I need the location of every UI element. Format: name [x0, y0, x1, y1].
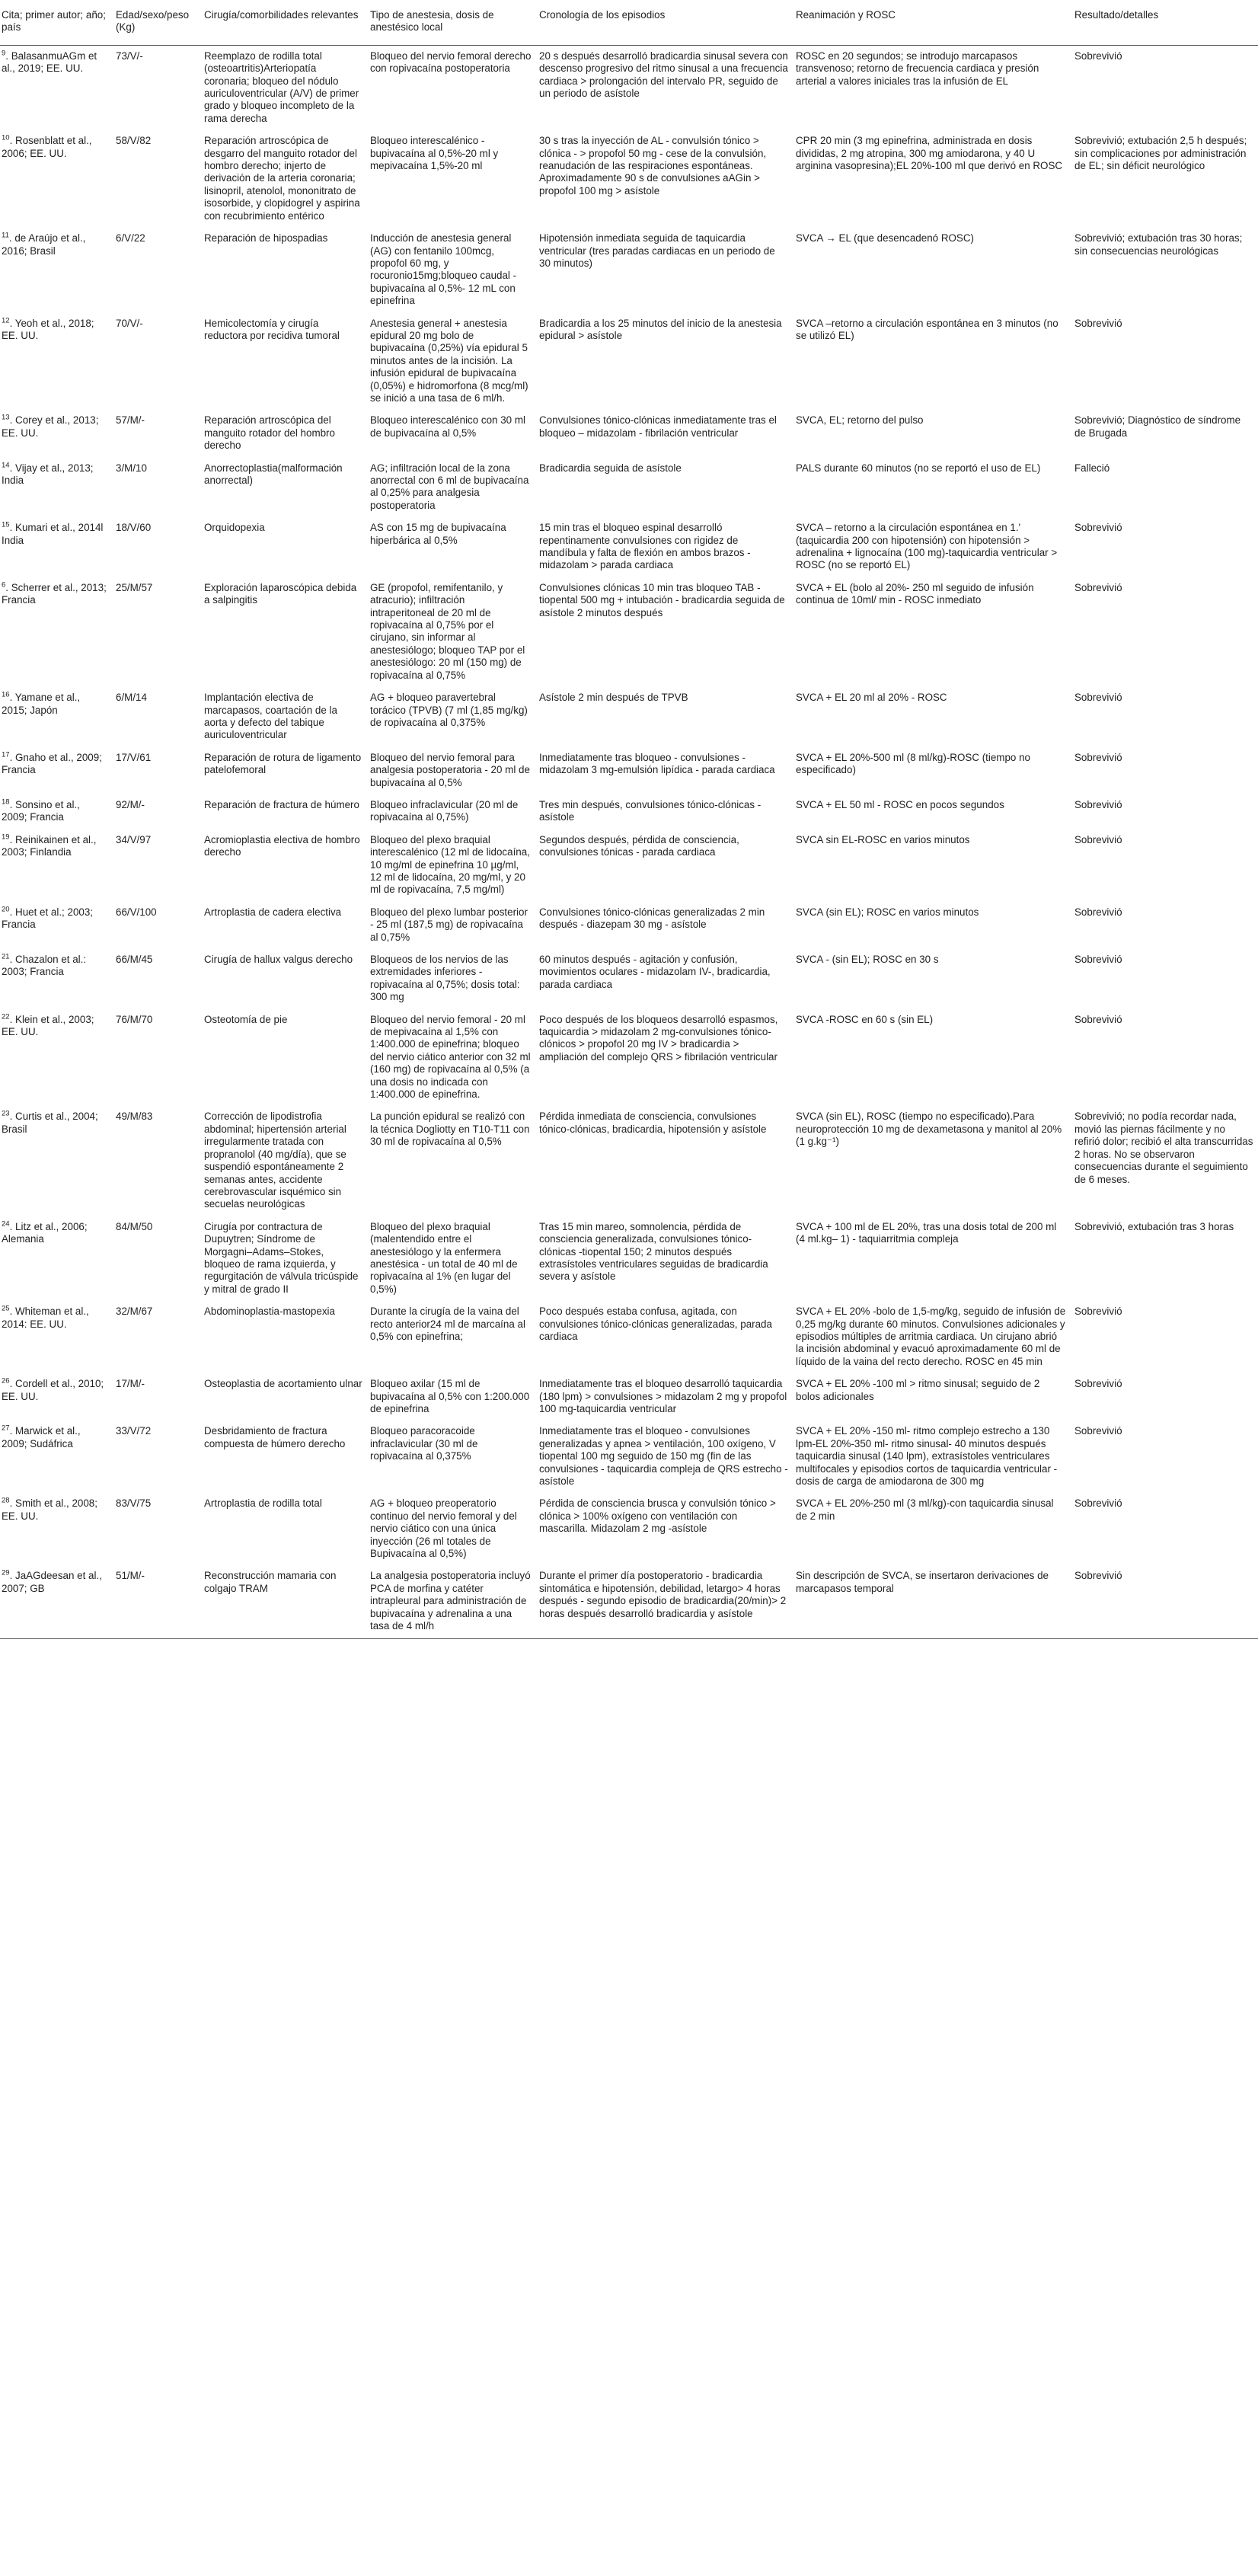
reference-number: 26 [2, 1376, 10, 1385]
citation-text: . Yeoh et al., 2018; EE. UU. [2, 317, 94, 341]
cell-anestesia: Bloqueos de los nervios de las extremidades inferiores - ropivacaína al 0,75%; dosis total: 300 mg [370, 954, 520, 1003]
cell-resultado: Sobrevivió [1074, 1013, 1122, 1025]
cell-anestesia: Inducción de anestesia general (AG) con fentanilo 100mcg, propofol 60 mg, y rocuronio15mg;bloqueo caudal - bupivacaína al 0,5%- 12 mL con epinefrina [370, 232, 517, 307]
cell-cronologia: Tres min después, convulsiones tónico-clónicas - asístole [539, 798, 762, 823]
cell-cita [0, 458, 113, 518]
reference-number: 15 [2, 520, 10, 529]
cell-anestesia: AS con 15 mg de bupivacaína hiperbárica al 0,5% [370, 522, 506, 546]
citation-text: . Corey et al., 2013; EE. UU. [2, 414, 99, 439]
cell-cita [0, 313, 113, 411]
cell-resultado: Sobrevivió [1074, 833, 1122, 845]
reference-number: 9 [2, 49, 6, 58]
cell-cita [0, 794, 113, 829]
cell-anestesia: Bloqueo del nervio femoral - 20 ml de mepivacaína al 1,5% con 1:400.000 de epinefrina; bloqueo del nervio ciático anterior con 32 ml (160 mg) de ropivacaína al 0,5% (a una dosis no indicada con 1:400.000 de epinefrina. [370, 1013, 531, 1101]
cell-edad: 17/M/- [116, 1378, 145, 1390]
cell-resultado: Falleció [1074, 462, 1110, 474]
citation-text: . Litz et al., 2006; Alemania [2, 1220, 88, 1245]
cell-resultado: Sobrevivió [1074, 581, 1122, 593]
cell-cirugia: Cirugía de hallux valgus derecho [204, 954, 353, 965]
header-reanimacion: Reanimación y ROSC [793, 0, 1071, 45]
reference-number: 20 [2, 905, 10, 914]
cell-edad: 3/M/10 [116, 462, 147, 474]
reference-number: 13 [2, 413, 10, 422]
cell-edad: 18/V/60 [116, 522, 152, 534]
table-row [0, 458, 1258, 518]
reference-number: 27 [2, 1424, 10, 1433]
cell-reanimacion: SVCA, EL; retorno del pulso [796, 414, 924, 427]
cell-cronologia: Asístole 2 min después de TPVB [539, 692, 688, 704]
cell-resultado: Sobrevivió [1074, 906, 1122, 918]
cell-edad: 73/V/- [116, 50, 143, 62]
citation-text: . Chazalon et al.: 2003; Francia [2, 954, 87, 978]
citation-text: . de Araújo et al., 2016; Brasil [2, 232, 86, 257]
cell-reanimacion: SVCA + EL 20 ml al 20% - ROSC [796, 692, 947, 704]
cell-cronologia: 20 s después desarrolló bradicardia sinusal severa con descenso progresivo del ritmo sinusal a una frecuencia cardiaca > prolongación del intervalo PR, seguido de un periodo de asístole [539, 50, 788, 100]
cell-anestesia: Bloqueo axilar (15 ml de bupivacaína al 0,5% con 1:200.000 de epinefrina [370, 1378, 530, 1414]
cell-edad: 6/V/22 [116, 232, 145, 244]
cell-cita [0, 577, 113, 687]
cell-cirugia: Reparación artroscópica de desgarro del manguito rotador del hombro derecho; injerto de derivación de la arteria coronaria; lisinopril, atenolol, mononitrato de isosorbide, y clopidogrel y aspirina con recubrimiento entérico [204, 135, 360, 222]
cell-cirugia: Reparación de rotura de ligamento patelofemoral [204, 751, 362, 776]
cell-anestesia: Durante la cirugía de la vaina del recto anterior24 ml de marcaína al 0,5% con epinefrina; [370, 1306, 525, 1342]
cell-resultado: Sobrevivió [1074, 1378, 1122, 1390]
cell-cirugia: Acromioplastia electiva de hombro derecho [204, 833, 360, 858]
cell-cronologia: Pérdida inmediata de consciencia, convulsiones tónico-clónicas, bradicardia, hipotensión y asístole [539, 1111, 767, 1135]
reference-number: 16 [2, 690, 10, 699]
header-cita: Cita; primer autor; año; país [0, 0, 113, 45]
table-row [0, 1301, 1258, 1373]
cell-cirugia: Orquidopexia [204, 522, 265, 534]
cell-edad: 66/M/45 [116, 954, 153, 965]
cell-resultado: Sobrevivió [1074, 1497, 1122, 1510]
cell-cronologia: Durante el primer día postoperatorio - bradicardia sintomática e hipotensión, debilidad, letargo> 4 horas después - segundo episodio de bradicardia(20/min)> 2 horas después desarrolló bradicardia y asístole [536, 1565, 793, 1638]
cell-reanimacion: SVCA + EL 50 ml - ROSC en pocos segundos [796, 798, 1004, 810]
cell-reanimacion: SVCA + 100 ml de EL 20%, tras una dosis total de 200 ml (4 ml.kg– 1) - taquiarritmia compleja [796, 1220, 1057, 1245]
cell-cirugia: Reconstrucción mamaria con colgajo TRAM [201, 1565, 367, 1638]
cell-anestesia: La analgesia postoperatoria incluyó PCA de morfina y catéter intrapleural para administración de bupivacaína y adrenalina a una tasa de 4 ml/h [367, 1565, 536, 1638]
table-row [0, 1216, 1258, 1301]
cell-resultado: Sobrevivió [1074, 1425, 1122, 1437]
cell-cirugia: Exploración laparoscópica debida a salpingitis [204, 581, 357, 606]
cell-cronologia: Tras 15 min mareo, somnolencia, pérdida de consciencia generalizada, convulsiones tónico-clónicas -tiopental 150; 2 minutos después extrasístoles ventriculares seguidas de bradicardia severa y asístole [539, 1220, 768, 1283]
table-row [0, 829, 1258, 902]
cell-edad: 6/M/14 [116, 692, 147, 704]
cell-anestesia: Bloqueo del plexo braquial (malentendido entre el anestesiólogo y la enfermera anestésica - un total de 40 ml de ropivacaína al 1% (en lugar del 0,5%) [370, 1220, 518, 1295]
citation-text: . Huet et al.; 2003; Francia [2, 906, 94, 931]
cell-anestesia: Bloqueo del nervio femoral derecho con ropivacaína postoperatoria [370, 50, 532, 75]
cell-edad: 66/V/100 [116, 906, 157, 918]
cell-cirugia: Implantación electiva de marcapasos, coartación de la aorta y defecto del tabique auriculoventricular [204, 692, 337, 741]
reference-number: 11 [2, 231, 9, 240]
cell-anestesia: AG + bloqueo paravertebral torácico (TPVB) (7 ml (1,85 mg/kg) de ropivacaína al 0,375% [370, 692, 528, 728]
table-row [0, 577, 1258, 687]
cell-edad: 32/M/67 [116, 1306, 153, 1318]
cell-cita [0, 1301, 113, 1373]
cell-resultado: Sobrevivió; extubación 2,5 h después; sin complicaciones por administración de EL; sin déficit neurológico [1074, 135, 1247, 172]
citation-text: . Kumari et al., 2014l India [2, 522, 104, 546]
table-row [0, 687, 1258, 747]
cell-edad: 70/V/- [116, 317, 143, 329]
cell-cita [0, 747, 113, 794]
cell-resultado: Sobrevivió [1071, 1565, 1258, 1638]
cell-anestesia: AG + bloqueo preoperatorio continuo del nervio femoral y del nervio ciático con una única inyección (26 ml totales de Bupivacaína al 0,5%) [370, 1497, 517, 1560]
cell-anestesia: Bloqueo paracoracoide infraclavicular (30 ml de ropivacaína al 0,375% [370, 1425, 478, 1462]
table-row [0, 1009, 1258, 1107]
cell-resultado: Sobrevivió [1074, 522, 1122, 534]
cell-cronologia: 30 s tras la inyección de AL - convulsión tónico > clónica - > propofol 50 mg - cese de la convulsión, reanudación de las respiraciones espontáneas. Aproximadamente 90 s de convulsiones aAGin > propofol 100 mg > asístole [539, 135, 767, 197]
cell-resultado: Sobrevivió, extubación tras 3 horas [1074, 1220, 1234, 1232]
cell-cita [0, 130, 113, 228]
citation-text: . Smith et al., 2008; EE. UU. [2, 1497, 97, 1522]
table-body [0, 45, 1258, 1638]
citation-text: . Curtis et al., 2004; Brasil [2, 1111, 98, 1135]
cell-cronologia: Poco después estaba confusa, agitada, con convulsiones tónico-clónicas generalizadas, parada cardiaca [539, 1306, 772, 1342]
cell-reanimacion: SVCA (sin EL); ROSC en varios minutos [796, 906, 979, 918]
cell-cronologia: Segundos después, pérdida de consciencia, convulsiones tónicas - parada cardiaca [539, 833, 739, 858]
cell-cronologia: Convulsiones tónico-clónicas inmediatamente tras el bloqueo – midazolam - fibrilación ventricular [539, 414, 777, 439]
cell-cita [0, 1421, 113, 1493]
cell-cita [0, 687, 113, 747]
table-row [0, 45, 1258, 130]
cell-cirugia: Osteoplastia de acortamiento ulnar [204, 1378, 362, 1390]
table-row [0, 1493, 1258, 1565]
reference-number: 17 [2, 750, 10, 759]
table-row [0, 1106, 1258, 1216]
cell-edad: 83/V/75 [116, 1497, 152, 1510]
cell-reanimacion: SVCA + EL 20% -150 ml- ritmo complejo estrecho a 130 lpm-EL 20%-350 ml- ritmo sinusal- 40 minutos después taquicardia sinusal (140 lpm), extrasístoles ventriculares multifocales y episodios cortos de taquicardia ventricular - dosis de carga de amiodarona de 300 mg [796, 1425, 1058, 1488]
cell-cronologia: 60 minutos después - agitación y confusión, movimientos oculares - midazolam IV-, bradicardia, parada cardiaca [539, 954, 771, 990]
cell-reanimacion: ROSC en 20 segundos; se introdujo marcapasos transvenoso; retorno de frecuencia cardiaca y presión arterial a valores iniciales tras la infusión de EL [796, 50, 1039, 87]
cell-reanimacion: SVCA + EL 20%-250 ml (3 ml/kg)-con taquicardia sinusal de 2 min [796, 1497, 1054, 1522]
cell-cita [0, 1565, 113, 1638]
cell-anestesia: La punción epidural se realizó con la técnica Dogliotty en T10-T11 con 30 ml de ropivacaína al 0,5% [370, 1111, 530, 1148]
cell-cirugia: Corrección de lipodistrofia abdominal; hipertensión arterial irregularmente tratada con propranolol (40 mg/día), que se suspendió espontáneamente 2 semanas antes, accidente cerebrovascular isquémico sin secuelas neurológicas [204, 1111, 346, 1210]
cell-reanimacion: SVCA -ROSC en 60 s (sin EL) [796, 1013, 934, 1025]
citation-text: . Whiteman et al., 2014: EE. UU. [2, 1306, 89, 1330]
reference-number: 10 [2, 133, 10, 142]
cell-edad: 57/M/- [116, 414, 145, 427]
cell-cirugia: Hemicolectomía y cirugía reductora por recidiva tumoral [204, 317, 340, 341]
cell-anestesia: GE (propofol, remifentanilo, y atracurio); infiltración intraperitoneal de 20 ml de ropivacaína al 0,75% por el cirujano, sin informar al anestesiólogo; bloqueo TAP por el anestesiólogo: 20 ml (150 mg) de ropivacaína al 0,75% [370, 581, 525, 681]
cell-reanimacion: SVCA sin EL-ROSC en varios minutos [796, 833, 970, 845]
table-row [0, 1565, 1258, 1638]
header-resultado: Resultado/detalles [1071, 0, 1258, 45]
cell-cirugia: Artroplastia de cadera electiva [204, 906, 342, 918]
reference-number: 24 [2, 1219, 10, 1229]
cell-resultado: Sobrevivió [1074, 317, 1122, 329]
table-row [0, 1373, 1258, 1421]
table-row [0, 517, 1258, 577]
reference-number: 6 [2, 580, 6, 590]
table-row [0, 949, 1258, 1009]
cell-cronologia: Inmediatamente tras el bloqueo - convulsiones generalizadas y apnea > ventilación, 100 oxígeno, V tiopental 100 mg seguido de 150 mg (fin de las convulsiones - taquicardia compleja de QRS estrecho - asístole [539, 1425, 788, 1488]
cell-reanimacion: SVCA – retorno a la circulación espontánea en 1.' (taquicardia 200 con hipotensión) con hipotensión > adrenalina + lignocaína (100 mg)-taquicardia ventricular > ROSC (no se reportó EL) [796, 522, 1058, 571]
header-row [0, 0, 1258, 45]
cell-resultado: Sobrevivió [1074, 798, 1122, 810]
cell-edad: 84/M/50 [116, 1220, 153, 1232]
cell-cita [0, 517, 113, 577]
cell-cita [0, 902, 113, 949]
cell-edad: 33/V/72 [116, 1425, 152, 1437]
cell-cita [0, 1216, 113, 1301]
table-row [0, 794, 1258, 829]
cell-cirugia: Artroplastia de rodilla total [204, 1497, 322, 1510]
reference-number: 12 [2, 316, 10, 325]
citation-text: . Gnaho et al., 2009; Francia [2, 751, 102, 776]
citation-text: . Scherrer et al., 2013; Francia [2, 581, 107, 606]
citation-text: . BalasanmuAGm et al., 2019; EE. UU. [2, 50, 97, 75]
cell-cronologia: Pérdida de consciencia brusca y convulsión tónico > clónica > 100% oxígeno con ventilación con mascarilla. Midazolam 2 mg -asístole [539, 1497, 776, 1535]
citation-text: . JaAGdeesan et al., 2007; GB [2, 1570, 102, 1594]
cell-reanimacion: SVCA + EL (bolo al 20%- 250 ml seguido de infusión continua de 10ml/ min - ROSC inmediato [796, 581, 1034, 606]
cell-anestesia: Bloqueo interescalénico - bupivacaína al 0,5%-20 ml y mepivacaína 1,5%-20 ml [370, 135, 499, 172]
cell-reanimacion: SVCA (sin EL), ROSC (tiempo no especificado).Para neuroprotección 10 mg de dexametasona y manitol al 20% (1 g.kg⁻¹) [796, 1111, 1062, 1148]
reference-number: 14 [2, 461, 10, 470]
cell-cronologia: Bradicardia seguida de asístole [539, 462, 682, 474]
cell-cronologia: Convulsiones tónico-clónicas generalizadas 2 min después - diazepam 30 mg - asístole [539, 906, 765, 931]
cell-anestesia: Bloqueo del nervio femoral para analgesia postoperatoria - 20 ml de bupivacaína al 0,5% [370, 751, 530, 788]
reference-number: 21 [2, 952, 10, 961]
table-row [0, 747, 1258, 794]
cell-resultado: Sobrevivió [1074, 1306, 1122, 1318]
reference-number: 28 [2, 1496, 10, 1505]
table-row [0, 1421, 1258, 1493]
header-cronologia: Cronología de los episodios [536, 0, 793, 45]
cell-resultado: Sobrevivió [1074, 692, 1122, 704]
cell-cita [0, 45, 113, 130]
cell-cita [0, 949, 113, 1009]
cell-cronologia: Poco después de los bloqueos desarrolló espasmos, taquicardia > midazolam 2 mg-convulsiones tónico-clónicos > propofol 20 mg IV > bradicardia > ampliación del complejo QRS > fibrilación ventricular [539, 1013, 778, 1063]
table-row [0, 228, 1258, 312]
cell-resultado: Sobrevivió [1074, 751, 1122, 763]
cell-cronologia: Hipotensión inmediata seguida de taquicardia ventricular (tres paradas cardiacas en un periodo de 30 minutos) [539, 232, 775, 269]
cell-resultado: Sobrevivió [1074, 954, 1122, 965]
cell-cirugia: Reparación artroscópica del manguito rotador del hombro derecho [204, 414, 335, 452]
cell-reanimacion: SVCA –retorno a circulación espontánea en 3 minutos (no se utilizó EL) [796, 317, 1058, 341]
reference-number: 19 [2, 833, 10, 842]
reference-number: 23 [2, 1110, 10, 1118]
reference-number: 18 [2, 797, 10, 807]
cell-cirugia: Abdominoplastia-mastopexia [204, 1306, 335, 1318]
citation-text: . Marwick et al., 2009; Sudáfrica [2, 1425, 81, 1449]
cell-cirugia: Osteotomía de pie [204, 1013, 288, 1025]
cell-edad: 49/M/83 [116, 1111, 153, 1123]
cell-reanimacion: SVCA + EL 20% -100 ml > ritmo sinusal; seguido de 2 bolos adicionales [796, 1378, 1040, 1402]
header-edad: Edad/sexo/peso (Kg) [113, 0, 201, 45]
cell-cronologia: Bradicardia a los 25 minutos del inicio de la anestesia epidural > asístole [539, 317, 782, 341]
cell-cirugia: Anorrectoplastia(malformación anorrectal) [204, 462, 343, 486]
reference-number: 29 [2, 1569, 10, 1577]
cell-anestesia: Bloqueo interescalénico con 30 ml de bupivacaína al 0,5% [370, 414, 525, 439]
header-anestesia: Tipo de anestesia, dosis de anestésico local [367, 0, 536, 45]
cell-anestesia: Bloqueo del plexo lumbar posterior - 25 ml (187,5 mg) de ropivacaína al 0,75% [370, 906, 528, 943]
cell-cita [0, 829, 113, 902]
cell-edad: 25/M/57 [116, 581, 153, 593]
cell-cita [0, 1106, 113, 1216]
cell-cirugia: Cirugía por contractura de Dupuytren; Síndrome de Morgagni–Adams–Stokes, bloqueo de rama izquierda, y regurgitación de válvula tricúspide y mitral de grado II [204, 1220, 359, 1295]
cell-edad: 51/M/- [113, 1565, 201, 1638]
cell-reanimacion: PALS durante 60 minutos (no se reportó el uso de EL) [796, 462, 1041, 474]
header-cirugia: Cirugía/comorbilidades relevantes [201, 0, 367, 45]
cell-reanimacion: Sin descripción de SVCA, se insertaron derivaciones de marcapasos temporal [793, 1565, 1071, 1638]
cell-edad: 92/M/- [116, 798, 145, 810]
cell-reanimacion: SVCA → EL (que desencadenó ROSC) [796, 232, 974, 244]
cell-reanimacion: SVCA - (sin EL); ROSC en 30 s [796, 954, 939, 965]
reference-number: 25 [2, 1304, 10, 1313]
citation-text: . Vijay et al., 2013; India [2, 462, 94, 486]
cell-cita [0, 1373, 113, 1421]
citation-text: . Yamane et al., 2015; Japón [2, 692, 81, 716]
cell-reanimacion: CPR 20 min (3 mg epinefrina, administrada en dosis divididas, 2 mg atropina, 300 mg amiodarona, y 40 U arginina vasopresina);EL 20%-100 ml que derivó en ROSC [796, 135, 1063, 172]
cell-cita [0, 410, 113, 457]
cell-edad: 34/V/97 [116, 833, 152, 845]
cell-cirugia: Reparación de hipospadias [204, 232, 328, 244]
cell-anestesia: Anestesia general + anestesia epidural 20 mg bolo de bupivacaína (0,25%) vía epidural 5 minutos antes de la incisión. La infusión epidural de bupivacaína (0,05%) e hidromorfona (8 mcg/ml) se inició a una tasa de 6 ml/h. [370, 317, 528, 404]
cell-cronologia: 15 min tras el bloqueo espinal desarrolló repentinamente convulsiones con rigidez de mandíbula y falta de flexión en ambos brazos - midazolam > parada cardiaca [539, 522, 751, 571]
citation-text: . Sonsino et al., 2009; Francia [2, 798, 80, 823]
cell-cirugia: Reparación de fractura de húmero [204, 798, 359, 810]
citation-text: . Rosenblatt et al., 2006; EE. UU. [2, 135, 92, 159]
cell-edad: 17/V/61 [116, 751, 152, 763]
table-row [0, 410, 1258, 457]
citation-text: . Klein et al., 2003; EE. UU. [2, 1013, 94, 1038]
cell-resultado: Sobrevivió; extubación tras 30 horas; sin consecuencias neurológicas [1074, 232, 1243, 257]
cell-anestesia: AG; infiltración local de la zona anorrectal con 6 ml de bupivacaína al 0,25% para analgesia postoperatoria [370, 462, 529, 511]
cell-reanimacion: SVCA + EL 20%-500 ml (8 ml/kg)-ROSC (tiempo no especificado) [796, 751, 1030, 776]
table-row [0, 313, 1258, 411]
cell-cirugia: Reemplazo de rodilla total (osteoartritis)Arteriopatía coronaria; bloqueo del nódulo auriculoventricular (A/V) de primer grado y bloqueo incompleto de la rama derecha [204, 50, 359, 124]
table-row [0, 902, 1258, 949]
cell-edad: 58/V/82 [116, 135, 152, 147]
table-header [0, 0, 1258, 45]
cell-anestesia: Bloqueo infraclavicular (20 ml de ropivacaína al 0,75%) [370, 798, 519, 823]
cell-cita [0, 228, 113, 312]
cell-cronologia: Convulsiones clónicas 10 min tras bloqueo TAB - tiopental 500 mg + intubación - bradicardia seguida de asístole 2 minutos después [539, 581, 785, 618]
cell-resultado: Sobrevivió [1074, 50, 1122, 62]
citation-text: . Cordell et al., 2010; EE. UU. [2, 1378, 104, 1402]
reference-number: 22 [2, 1012, 10, 1021]
cell-reanimacion: SVCA + EL 20% -bolo de 1,5-mg/kg, seguido de infusión de 0,25 mg/kg durante 60 minutos. Convulsiones adicionales y episodios múltiples de arritmia cardiaca. Un cirujano abrió la incisión abdominal y evacuó aproximadamente 60 ml de líquido de la vaina del recto derecho. ROSC en 45 min [796, 1306, 1066, 1367]
cell-resultado: Sobrevivió; Diagnóstico de síndrome de Brugada [1074, 414, 1241, 439]
cell-cronologia: Inmediatamente tras bloqueo - convulsiones - midazolam 3 mg-emulsión lipídica - parada cardiaca [539, 751, 775, 776]
cell-cita [0, 1009, 113, 1107]
cell-anestesia: Bloqueo del plexo braquial interescalénico (12 ml de lidocaína, 10 mg/ml de epinefrina 10 µg/ml, 12 ml de lidocaína, 20 mg/ml, y 20 ml de ropivacaína, 7,5 mg/ml) [370, 833, 530, 896]
cell-cita [0, 1493, 113, 1565]
table-row [0, 130, 1258, 228]
cell-cronologia: Inmediatamente tras el bloqueo desarrolló taquicardia (180 lpm) > convulsiones > midazolam 2 mg y propofol 100 mg-taquicardia ventricular [539, 1378, 787, 1414]
cell-cirugia: Desbridamiento de fractura compuesta de húmero derecho [204, 1425, 346, 1449]
citation-text: . Reinikainen et al., 2003; Finlandia [2, 833, 97, 858]
cell-resultado: Sobrevivió; no podía recordar nada, movió las piernas fácilmente y no refirió dolor; recibió el alta transcurridas 2 horas. No se observaron consecuencias durante el seguimiento de 6 meses. [1074, 1111, 1253, 1185]
cell-edad: 76/M/70 [116, 1013, 153, 1025]
